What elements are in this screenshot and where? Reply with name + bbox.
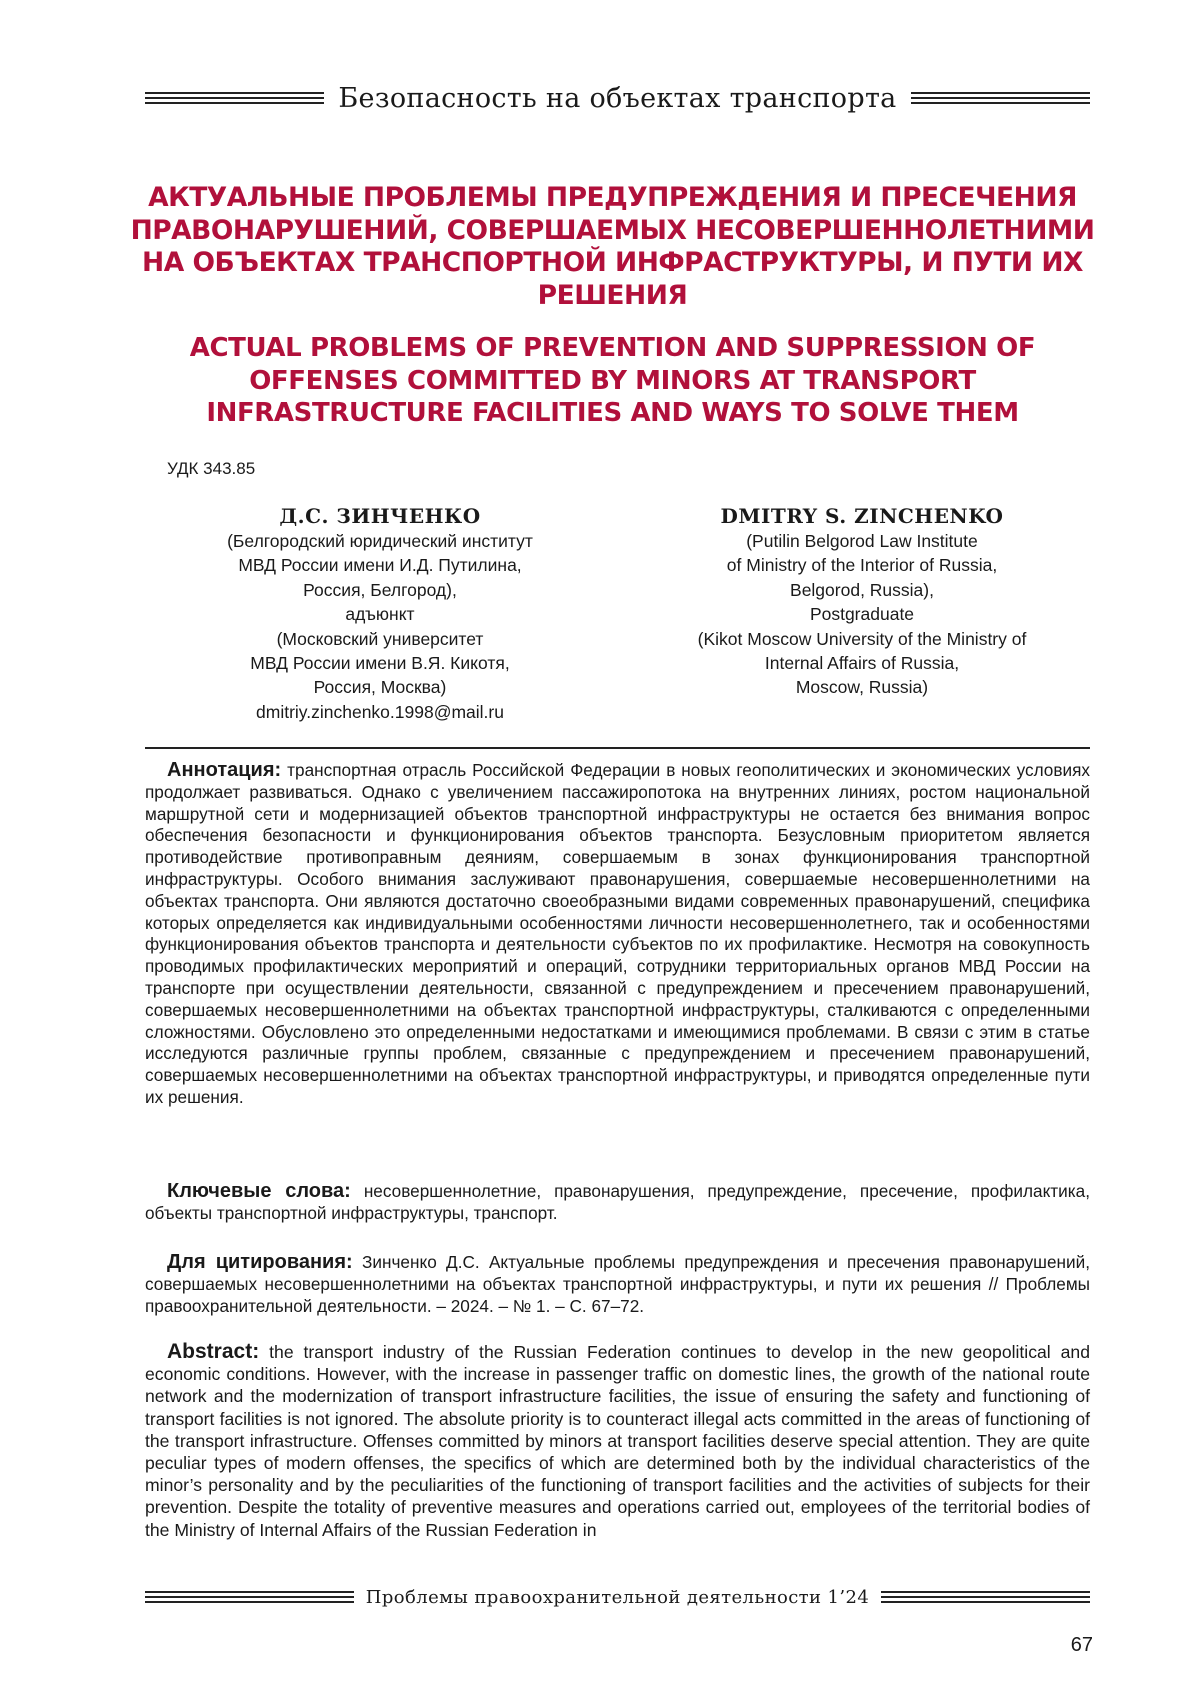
annotation-label: Аннотация:: [167, 759, 282, 781]
citation-text: Зинченко Д.С. Актуальные проблемы предупреждения и пресечения правонарушений, совершаемых несовершеннолетними на объектах транспортной инфраструктуры, и пути их решения // Проблемы правоохранительной деятельности. – 2024. – № 1. – С. 67–72.: [145, 1252, 1090, 1316]
author-affiliation-line: (Putilin Belgorod Law Institute: [746, 531, 978, 551]
author-affiliation-line: (Московский университет: [276, 628, 484, 649]
annotation-text: транспортная отрасль Российской Федерации в новых геополитических и экономических условиях продолжает развиваться. Однако с увеличением пассажиропотока на внутренних линиях, ростом национальной маршрутной сети и модернизацией объектов транспортной инфраструктуры не остается без внимания вопрос обеспечения безопасности и функционирования объектов транспорта. Безусловным приоритетом является противодействие противоправным деяниям, совершаемым в зонах функционирования транспортной инфраструктуры. Особого внимания заслуживают правонарушения, совершаемые несовершеннолетними на объектах транспорта. Они являются достаточно своеобразными видами современных правонарушений, специфика которых определяется как индивидуальными особенностями личности несовершеннолетнего, так и особенностями функционирования объектов транспорта и деятельности субъектов по их профилактике. Несмотря на совокупность проводимых профилактических мероприятий и операций, сотрудники территориальных органов МВД России на транспорте при осуществлении деятельности, связанной с предупреждением и пресечением правонарушений, совершаемых несовершеннолетними на объектах транспортной инфраструктуры, сталкиваются с определенными сложностями. Обусловлено это определенными недостатками и имеющимися проблемами. В связи с этим в статье исследуются различные группы проблем, связанные с предупреждением и пресечением правонарушений, совершаемых несовершеннолетними на объектах транспортной инфраструктуры, и приводятся определенные пути их решения.: [145, 760, 1091, 1107]
author-affiliation-line: МВД России имени В.Я. Кикотя,: [250, 653, 510, 674]
section-divider: [145, 747, 1090, 749]
running-footer-title: Проблемы правоохранительной деятельности 1’24: [365, 1586, 870, 1608]
author-affiliation-line: Россия, Белгород),: [303, 579, 457, 600]
author-affiliation-line: Internal Affairs of Russia,: [764, 653, 960, 674]
keywords-text: несовершеннолетние, правонарушения, предупреждение, пресечение, профилактика, объекты транспортной инфраструктуры, транспорт.: [145, 1181, 1090, 1223]
footer-right-rule: [881, 1591, 1090, 1603]
author-affiliation-line: Россия, Москва): [313, 677, 447, 698]
running-footer: [145, 1582, 1090, 1612]
author-affiliation-line: Belgorod, Russia),: [790, 579, 934, 600]
abstract-paragraph: [145, 1341, 1090, 1541]
author-affiliation-line: Moscow, Russia): [795, 677, 929, 698]
citation-paragraph: [145, 1252, 1090, 1317]
running-header-title: Безопасность на объектах транспорта: [338, 82, 897, 114]
header-left-rule: [145, 92, 324, 104]
author-affiliation-line: МВД России имени И.Д. Путилина,: [238, 555, 522, 576]
author-block-ru: [160, 503, 600, 724]
annotation-paragraph: [145, 760, 1090, 1109]
header-right-rule: [911, 92, 1090, 104]
footer-left-rule: [145, 1591, 354, 1603]
article-title-ru: АКТУАЛЬНЫЕ ПРОБЛЕМЫ ПРЕДУПРЕЖДЕНИЯ И ПРЕСЕЧЕНИЯ ПРАВОНАРУШЕНИЙ, СОВЕРШАЕМЫХ НЕСОВЕРШЕННОЛЕТНИМИ НА ОБЪЕКТАХ ТРАНСПОРТНОЙ ИНФРАСТРУКТУРЫ, И ПУТИ ИХ РЕШЕНИЯ: [130, 182, 1095, 311]
author-position: адъюнкт: [345, 604, 415, 625]
keywords-label: Ключевые слова:: [167, 1180, 351, 1202]
citation-label: Для цитирования:: [167, 1251, 353, 1273]
author-affiliation-line: (Kikot Moscow University of the Ministry of: [697, 628, 1027, 649]
udk-code: УДК 343.85: [167, 459, 256, 478]
author-block-en: [642, 503, 1082, 700]
page-number: 67: [1070, 1634, 1093, 1656]
author-email: dmitriy.zinchenko.1998@mail.ru: [256, 701, 504, 722]
keywords-paragraph: [145, 1181, 1090, 1225]
author-affiliation-line: of Ministry of the Interior of Russia,: [726, 555, 998, 576]
abstract-text: the transport industry of the Russian Federation continues to develop in the new geopolitical and economic conditions. However, with the increase in passenger traffic on domestic lines, the growth of the national route network and the modernization of transport infrastructure facilities, the issue of ensuring the safety and functioning of transport facilities is not ignored. The absolute priority is to counteract illegal acts committed in the areas of functioning of the transport infrastructure. Offenses committed by minors at transport facilities deserve special attention. They are quite peculiar types of modern offenses, the specifics of which are determined both by the individual characteristics of the minor’s personality and by the peculiarities of the functioning of transport facilities and the activities of subjects for their prevention. Despite the totality of preventive measures and operations carried out, employees of the territorial bodies of the Ministry of Internal Affairs of the Russian Federation in: [145, 1342, 1090, 1540]
author-name-en: DMITRY S. ZINCHENKO: [720, 504, 1004, 528]
author-affiliation-line: (Белгородский юридический институт: [227, 531, 533, 551]
abstract-label: Abstract:: [167, 1340, 260, 1363]
author-name-ru: Д.С. ЗИНЧЕНКО: [279, 504, 481, 528]
running-header: [145, 78, 1090, 118]
author-position: Postgraduate: [809, 604, 915, 625]
article-title-en: ACTUAL PROBLEMS OF PREVENTION AND SUPPRESSION OF OFFENSES COMMITTED BY MINORS AT TRANSPORT INFRASTRUCTURE FACILITIES AND WAYS TO SOLVE THEM: [189, 333, 1036, 428]
